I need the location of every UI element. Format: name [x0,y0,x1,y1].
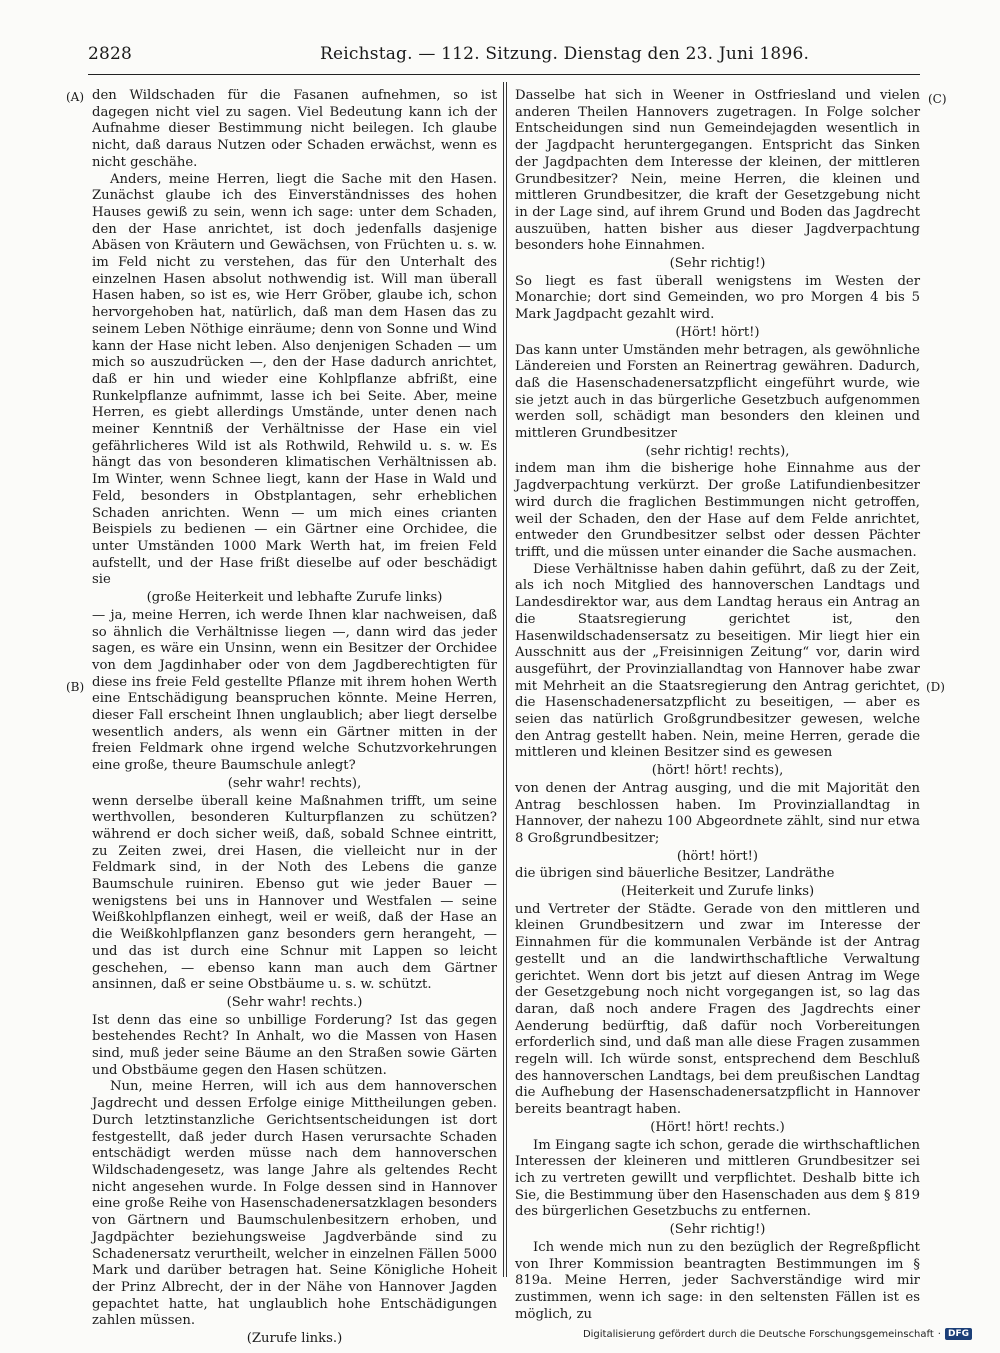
paragraph: und Vertreter der Städte. Gerade von den mittleren und kleinen Grundbesitzern und zwar im Interesse der Einnahmen für die kommunalen Verbände ist der Antrag gestellt und an die landwirthschaftliche Verwaltung gerichtet. Wenn dort bis jetzt auf diesen Antrag im Wege der Gesetzgebung noch nicht vorgegangen ist, so lag das daran, daß noch andere Fragen des Jagdrechts einer Aenderung bedürftig, daß dafür noch Vorbereitungen erforderlich sind, und daß man alle diese Fragen zusammen regeln will. Ich würde sonst, entsprechend dem Beschluß des hannoverschen Landtags, bei dem preußischen Landtag die Aufhebung der Hasenschadenersatzpflicht in Hannover bereits beantragt haben. [515,901,920,1118]
paragraph: So liegt es fast überall wenigstens im Westen der Monarchie; dort sind Gemeinden, wo pro Morgen 4 bis 5 Mark Jagdpacht gezahlt wird. [515,273,920,323]
column-divider [503,82,504,1277]
paragraph: indem man ihm die bisherige hohe Einnahme aus der Jagdverpachtung verkürzt. Der große Latifundienbesitzer wird durch die fraglichen Bestimmungen nicht getroffen, weil der Schaden, den der Hase auf dem Felde anrichtet, entweder den Grundbesitzer selbst oder dessen Pächter trifft, und die müssen unter einander die Sache ausmachen. [515,461,920,560]
interjection: (hört! hört! rechts), [651,763,784,779]
footer-credit: Digitalisierung gefördert durch die Deutsche Forschungsgemeinschaft [582,1328,934,1340]
paragraph: wenn derselbe überall keine Maßnahmen trifft, um seine werthvollen, besonderen Kulturpflanzen zu schützen? während er doch sicher weiß, daß, sobald Schnee eintritt, zu Zeiten zwei, drei Hasen, die vielleicht nur in der Feldmark sind, in der Noth des Lebens die ganze Baumschule ruiniren. Ebenso gut wie jeder Bauer — wenigstens bei uns in Hannover und Westfalen — seine Weißkohlpflanzen einhegt, weil er weiß, daß der Hase an die Weißkohlpflanzen ganz besonders gern herangeht, — und das ist durch eine Schnur mit Lappen so leicht geschehen, — ebenso kann man auch dem Gärtner ansinnen, daß er seine Obstbäume u. s. w. schützt. [92,793,497,993]
page-footer: Digitalisierung gefördert durch die Deutsche Forschungsgemeinschaft · DFG [583,1325,972,1343]
margin-mark-b: (B) [66,680,85,694]
column-divider-second-line [506,82,507,1277]
left-column [92,88,497,1347]
interjection: (Zurufe links.) [246,1331,343,1347]
margin-mark-c: (C) [928,92,947,106]
paragraph: Ich wende mich nun zu den bezüglich der Regreßpflicht von Ihrer Kommission beantragten Bestimmungen im § 819a. Meine Herren, jeder Sachverständige wird mir zustimmen, wenn ich sage: in den seltensten Fällen ist es möglich, zu [515,1239,920,1322]
dfg-logo: DFG [945,1328,972,1340]
running-title: Reichstag. — 112. Sitzung. Dienstag den 23. Juni 1896. [320,44,810,64]
paragraph: von denen der Antrag ausging, und die mit Majorität den Antrag beschlossen haben. Im Provinziallandtag in Hannover, der nahezu 100 Abgeordnete zählt, sind nur etwa 8 Großgrundbesitzer; [515,780,920,846]
page-header [70,44,920,72]
paragraph: — ja, meine Herren, ich werde Ihnen klar nachweisen, daß so ähnlich die Verhältnisse liegen —, dann wird das jeder sagen, es wäre ein Unsinn, wenn ein Besitzer der Orchidee von dem Jagdinhaber oder von dem Jagdberechtigten für diese ins freie Feld gestellte Pflanze mit ihrem hohen Werth eine Entschädigung beanspruchen könnte. Meine Herren, dieser Fall erscheint Ihnen unglaublich; aber liegt derselbe wesentlich anders, als wenn ein Gärtner mitten in der freien Feldmark ohne irgend welche Schutzvorkehrungen eine große, theure Baumschule anlegt? [92,607,497,774]
paragraph: Ist denn das eine so unbillige Forderung? Ist das gegen bestehendes Recht? In Anhalt, wo die Massen von Hasen sind, muß jeder seine Bäume an den Straßen sowie Gärten und Obstbäume gegen den Hasen schützen. [92,1012,497,1078]
interjection: (Sehr wahr! rechts.) [226,994,363,1010]
paragraph: Nun, meine Herren, will ich aus dem hannoverschen Jagdrecht und dessen Erfolge einige Mittheilungen geben. Durch letztinstanzliche Gerichtsentscheidungen ist dort festgestellt, daß jeder durch Hasen verursachte Schaden entschädigt werden müsse nach dem hannoverschen Wildschadengesetz, was lange Jahre als geltendes Recht nicht angesehen wurde. In Folge dessen sind in Hannover eine große Reihe von Hasenschadenersatzklagen besonders von Gärtnern und Baumschulenbesitzern erhoben, und Jagdpächter beziehungsweise Jagdverbände sind zu Schadenersatz verurtheilt, welcher in einzelnen Fällen 5000 Mark und darüber betragen hat. Seine Königliche Hoheit der Prinz Albrecht, der in der Nähe von Hannover Jagden gepachtet hatte, hat unglaublich hohe Entschädigungen zahlen müssen. [92,1079,497,1329]
paragraph: Das kann unter Umständen mehr betragen, als gewöhnliche Ländereien und Forsten an Reinertrag gewähren. Dadurch, daß die Hasenschadenersatzpflicht eingeführt wurde, wie sie jetzt auch in das bürgerliche Gesetzbuch aufgenommen werden soll, schädigt man besonders den kleinen und mittleren Grundbesitzer [515,342,920,442]
interjection: (Hört! hört! rechts.) [650,1119,785,1135]
header-rule [88,74,920,75]
interjection: (Heiterkeit und Zurufe links) [620,884,815,900]
interjection: (sehr richtig! rechts), [645,443,790,459]
interjection: (sehr wahr! rechts), [227,775,362,791]
paragraph: Dasselbe hat sich in Weener in Ostfriesland und vielen anderen Theilen Hannovers zugetragen. In Folge solcher Entscheidungen sind nun Gemeindejagden wesentlich in der Jagdpacht heruntergegangen. Entspricht das Sinken der Jagdpachten dem Interesse der kleinen, der mittleren Grundbesitzer? Nein, meine Herren, die kleinen und mittleren Grundbesitzer, die kraft der Gesetzgebung nicht in der Lage sind, auf ihrem Grund und Boden das Jagdrecht auszuüben, hatten bisher aus dieser Jagdverpachtung besonders hohe Einnahmen. [515,88,920,254]
paragraph: den Wildschaden für die Fasanen aufnehmen, so ist dagegen nicht viel zu sagen. Viel Bedeutung kann ich der Aufnahme dieser Bestimmung nicht beilegen. Ich glaube nicht, daß daraus Nutzen oder Schaden erwächst, wenn es nicht geschähe. [92,88,497,170]
paragraph: Im Eingang sagte ich schon, gerade die wirthschaftlichen Interessen der kleineren und mittleren Grundbesitzer sei ich zu vertreten gewillt und verpflichtet. Deshalb bitte ich Sie, die Bestimmung über den Hasenschaden aus dem § 819 des bürgerlichen Gesetzbuchs zu entfernen. [515,1137,920,1220]
right-column [515,88,920,1322]
interjection: (Hört! hört!) [675,324,760,340]
margin-mark-d: (D) [926,680,945,694]
paragraph: die übrigen sind bäuerliche Besitzer, Landräthe [515,866,835,882]
interjection: (Sehr richtig!) [669,256,766,272]
interjection: (große Heiterkeit und lebhafte Zurufe links) [146,590,443,606]
paragraph: Diese Verhältnisse haben dahin geführt, daß zu der Zeit, als ich noch Mitglied des hannoverschen Landtags und Landesdirektor war, aus dem Landtag heraus ein Antrag an die Staatsregierung gerichtet ist, den Hasenwildschadensersatz zu beseitigen. Mir liegt hier ein Ausschnitt aus der „Freisinnigen Zeitung“ vor, darin wird ausgeführt, der Provinziallandtag von Hannover habe zwar mit Mehrheit an die Staatsregierung den Antrag gerichtet, die Hasenschadenersatzpflicht zu beseitigen, — aber es seien das natürlich Großgrundbesitzer gewesen, welche den Antrag gestellt haben. Nein, meine Herren, gerade die mittleren und kleinen Besitzer sind es gewesen [515,561,920,761]
paragraph: Anders, meine Herren, liegt die Sache mit den Hasen. Zunächst glaube ich des Einverständnisses des hohen Hauses gewiß zu sein, wenn ich sage: unter dem Schaden, den der Hase anrichtet, ist doch jedenfalls dasjenige Abäsen von Kräutern und Gewächsen, von Früchten u. s. w. im Feld nicht zu verstehen, das für den Unterhalt des einzelnen Hasen absolut nothwendig ist. Will man überall Hasen haben, so ist es, wie Herr Gröber, glaube ich, schon hervorgehoben hat, natürlich, daß man dem Hasen das zu seinem Leben Nöthige einräume; denn von Sonne und Wind kann der Hase nicht leben. Also denjenigen Schaden — um mich so auszudrücken —, den der Hase dadurch anrichtet, daß er hin und wieder eine Kohlpflanze abfrißt, eine Runkelpflanze aufnimmt, lasse ich bei Seite. Aber, meine Herren, es giebt allerdings Umstände, unter denen nach meiner Kenntniß der Verhältnisse der Hase ein viel gefährlicheres Wild ist als Rothwild, Rehwild u. s. w. Es hängt das von besonderen klimatischen Verhältnissen ab. Im Winter, wenn Schnee liegt, kann der Hase in Wald und Feld, besonders in Obstplantagen, sehr erheblichen Schaden anrichten. Wenn — um mich eines crianten Beispiels zu bedienen — ein Gärtner eine Orchidee, die unter Umständen 1000 Mark Werth hat, im freien Feld aufstellt, und der Hase frißt dieselbe auf oder beschädigt sie [92,171,497,588]
interjection: (hört! hört!) [676,848,759,864]
interjection: (Sehr richtig!) [669,1222,766,1238]
page-number: 2828 [88,44,133,64]
margin-mark-a: (A) [66,90,85,104]
